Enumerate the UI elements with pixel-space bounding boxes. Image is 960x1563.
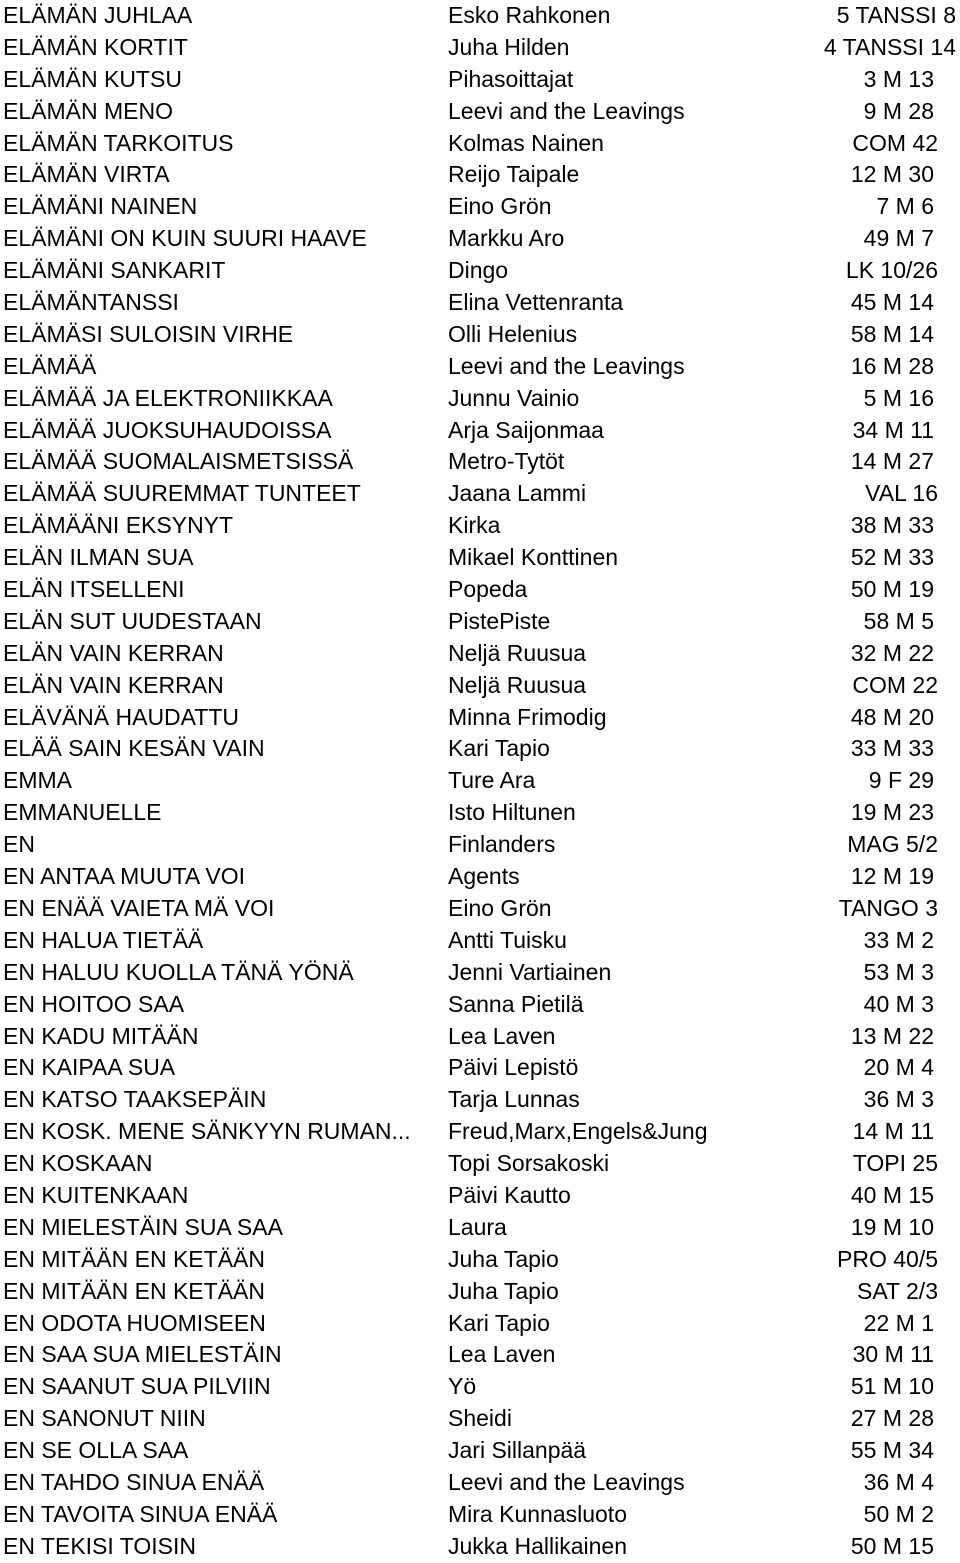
song-code: 53 M 3 [863,958,934,985]
song-title: EN ODOTA HUOMISEEN [3,1309,266,1336]
song-row [0,478,960,510]
song-code: 50 M 2 [863,1500,934,1527]
song-artist: Leevi and the Leavings [448,352,685,379]
song-artist: Päivi Lepistö [448,1054,579,1081]
song-title: ELÄN VAIN KERRAN [3,671,224,698]
song-row [0,1212,960,1244]
song-artist: Arja Saijonmaa [448,416,604,443]
song-title: ELÄMÄNI SANKARIT [3,257,226,284]
song-code: 20 M 4 [863,1054,934,1081]
song-title: ELÄMÄN KORTIT [3,33,188,60]
song-row [0,1021,960,1053]
song-artist: Laura [448,1213,507,1240]
song-artist: Olli Helenius [448,320,578,347]
song-artist: Metro-Tytöt [448,448,565,475]
song-title: ELÄMÄNTANSSI [3,289,179,316]
song-row [0,670,960,702]
song-artist: Jenni Vartiainen [448,958,612,985]
song-row [0,542,960,574]
song-code: 40 M 3 [863,990,934,1017]
song-row [0,638,960,670]
song-title: EN HALUA TIETÄÄ [3,926,204,953]
song-artist: Tarja Lunnas [448,1086,580,1113]
song-code: 58 M 5 [863,607,934,634]
song-title: ELÄMÄÄ JA ELEKTRONIIKKAA [3,384,333,411]
song-artist: Isto Hiltunen [448,799,576,826]
song-title: ELÄMÄN KUTSU [3,65,182,92]
song-code: 48 M 20 [850,703,934,730]
song-title: EN SAA SUA MIELESTÄIN [3,1341,282,1368]
song-row [0,319,960,351]
song-artist: Junnu Vainio [448,384,580,411]
song-title: EN KAIPAA SUA [3,1054,176,1081]
song-title: ELÄMÄN VIRTA [3,161,170,188]
song-code: 36 M 3 [863,1086,934,1113]
song-row [0,255,960,287]
song-row [0,159,960,191]
song-title: EN TAHDO SINUA ENÄÄ [3,1468,265,1495]
song-row [0,191,960,223]
song-artist: Lea Laven [448,1022,556,1049]
song-code: 9 M 28 [863,97,934,124]
song-row [0,223,960,255]
song-artist: Kari Tapio [448,735,550,762]
song-code: 38 M 33 [850,512,934,539]
song-title: ELÄMÄN TARKOITUS [3,129,234,156]
song-artist: Kirka [448,512,501,539]
song-title: EN TEKISI TOISIN [3,1532,197,1559]
song-row [0,574,960,606]
song-row [0,702,960,734]
song-code: SAT 2/3 [857,1277,938,1304]
song-row [0,829,960,861]
song-title: EN ANTAA MUUTA VOI [3,863,245,890]
song-code: 3 M 13 [863,65,934,92]
song-code: 52 M 33 [850,544,934,571]
song-title: ELÄMÄNI ON KUIN SUURI HAAVE [3,225,367,252]
song-code: 27 M 28 [850,1405,934,1432]
song-code: 33 M 2 [863,926,934,953]
song-row [0,96,960,128]
song-row [0,415,960,447]
song-row [0,1276,960,1308]
song-title: EN [3,831,35,858]
song-title: EN SANONUT NIIN [3,1405,206,1432]
song-artist: Dingo [448,257,509,284]
song-row [0,1371,960,1403]
song-code: 19 M 10 [850,1213,934,1240]
song-title: ELÄMÄN JUHLAA [3,2,193,28]
song-code: 51 M 10 [850,1373,934,1400]
song-artist: Leevi and the Leavings [448,97,685,124]
song-row [0,1180,960,1212]
song-code: 50 M 15 [850,1532,934,1559]
song-title: ELÄMÄÄNI EKSYNYT [3,512,234,539]
song-row [0,989,960,1021]
song-title: EN MITÄÄN EN KETÄÄN [3,1245,265,1272]
song-code: 12 M 30 [850,161,934,188]
song-code: COM 22 [852,671,938,698]
song-artist: PistePiste [448,607,551,634]
song-code: 4 TANSSI 14 [823,33,956,60]
song-code: 55 M 34 [850,1437,934,1464]
song-artist: Topi Sorsakoski [448,1150,610,1177]
song-code: 22 M 1 [863,1309,934,1336]
song-title: EMMA [3,767,72,794]
song-artist: Neljä Ruusua [448,639,587,666]
song-title: EN ENÄÄ VAIETA MÄ VOI [3,894,275,921]
song-code: TANGO 3 [838,894,938,921]
song-title: ELÄMÄÄ SUOMALAISMETSISSÄ [3,448,354,475]
song-code: 32 M 22 [850,639,934,666]
song-artist: Mikael Konttinen [448,544,619,571]
song-code: 40 M 15 [850,1181,934,1208]
song-title: ELÄÄ SAIN KESÄN VAIN [3,735,265,762]
song-code: 9 F 29 [868,767,934,794]
song-artist: Esko Rahkonen [448,2,611,28]
song-row [0,510,960,542]
song-row [0,1308,960,1340]
song-row [0,797,960,829]
song-row [0,128,960,160]
song-code: LK 10/26 [845,257,938,284]
song-row [0,957,960,989]
song-row [0,765,960,797]
song-code: 14 M 11 [852,1118,934,1145]
song-title: ELÄMÄÄ JUOKSUHAUDOISSA [3,416,332,443]
song-code: 50 M 19 [850,576,934,603]
song-code: COM 42 [852,129,938,156]
song-artist: Freud,Marx,Engels&Jung [448,1118,708,1145]
song-code: 19 M 23 [850,799,934,826]
song-code: MAG 5/2 [847,831,938,858]
song-artist: Ture Ara [448,767,536,794]
song-title: EN KATSO TAAKSEPÄIN [3,1086,267,1113]
song-title: EN HOITOO SAA [3,990,185,1017]
song-artist: Jaana Lammi [448,480,587,507]
song-artist: Jari Sillanpää [448,1437,587,1464]
song-row [0,1116,960,1148]
song-code: 12 M 19 [850,863,934,890]
song-code: 34 M 11 [852,416,934,443]
song-title: ELÄN VAIN KERRAN [3,639,224,666]
song-artist: Antti Tuisku [448,926,567,953]
song-artist: Neljä Ruusua [448,671,587,698]
song-title: EN MIELESTÄIN SUA SAA [3,1213,283,1240]
song-artist: Lea Laven [448,1341,556,1368]
song-row [0,1403,960,1435]
song-code: PRO 40/5 [837,1245,938,1272]
song-code: 58 M 14 [850,320,934,347]
song-title: EN TAVOITA SINUA ENÄÄ [3,1500,278,1527]
song-row [0,1435,960,1467]
song-title: EN KADU MITÄÄN [3,1022,199,1049]
song-row [0,1499,960,1531]
song-row [0,32,960,64]
song-code: 5 TANSSI 8 [836,2,956,28]
song-artist: Päivi Kautto [448,1181,571,1208]
song-artist: Markku Aro [448,225,565,252]
song-artist: Reijo Taipale [448,161,580,188]
song-title: EN KOSK. MENE SÄNKYYN RUMAN... [3,1118,411,1145]
song-artist: Kolmas Nainen [448,129,604,156]
song-artist: Agents [448,863,520,890]
song-code: 7 M 6 [876,193,934,220]
song-title: EN SE OLLA SAA [3,1437,189,1464]
song-code: 5 M 16 [863,384,934,411]
song-title: ELÄMÄNI NAINEN [3,193,198,220]
song-artist: Sheidi [448,1405,512,1432]
song-row [0,1052,960,1084]
song-artist: Pihasoittajat [448,65,574,92]
song-code: TOPI 25 [852,1150,938,1177]
song-title: ELÄMÄN MENO [3,97,173,124]
song-row [0,446,960,478]
song-row [0,1244,960,1276]
song-row [0,1467,960,1499]
song-title: EN HALUU KUOLLA TÄNÄ YÖNÄ [3,958,354,985]
song-row [0,287,960,319]
song-title: ELÄMÄÄ SUUREMMAT TUNTEET [3,480,361,507]
song-row [0,893,960,925]
song-artist: Juha Hilden [448,33,570,60]
song-code: 36 M 4 [863,1468,934,1495]
song-title: ELÄN ILMAN SUA [3,544,194,571]
song-title: EMMANUELLE [3,799,162,826]
song-row [0,606,960,638]
song-code: VAL 16 [865,480,938,507]
song-row [0,925,960,957]
song-title: EN MITÄÄN EN KETÄÄN [3,1277,265,1304]
song-code: 45 M 14 [850,289,934,316]
song-artist: Mira Kunnasluoto [448,1500,627,1527]
song-row [0,351,960,383]
song-row [0,383,960,415]
song-artist: Sanna Pietilä [448,990,584,1017]
song-code: 16 M 28 [850,352,934,379]
song-row [0,1339,960,1371]
song-code: 30 M 11 [852,1341,934,1368]
song-code: 49 M 7 [863,225,934,252]
song-artist: Leevi and the Leavings [448,1468,685,1495]
song-artist: Elina Vettenranta [448,289,624,316]
song-artist: Eino Grön [448,193,552,220]
song-title: ELÄVÄNÄ HAUDATTU [3,703,240,730]
song-title: ELÄMÄSI SULOISIN VIRHE [3,320,294,347]
song-row [0,733,960,765]
song-row [0,1148,960,1180]
song-artist: Eino Grön [448,894,552,921]
song-artist: Juha Tapio [448,1245,559,1272]
song-code: 33 M 33 [850,735,934,762]
song-title: ELÄN ITSELLENI [3,576,185,603]
song-title: EN KUITENKAAN [3,1181,189,1208]
song-row [0,64,960,96]
song-title: EN KOSKAAN [3,1150,153,1177]
song-row [0,1531,960,1563]
song-artist: Popeda [448,576,528,603]
song-row [0,1084,960,1116]
song-title: ELÄMÄÄ [3,352,97,379]
song-artist: Finlanders [448,831,556,858]
song-row [0,0,960,32]
song-title: ELÄN SUT UUDESTAAN [3,607,262,634]
song-code: 13 M 22 [850,1022,934,1049]
song-title: EN SAANUT SUA PILVIIN [3,1373,271,1400]
song-row [0,861,960,893]
song-artist: Kari Tapio [448,1309,550,1336]
song-artist: Juha Tapio [448,1277,559,1304]
song-artist: Minna Frimodig [448,703,607,730]
song-code: 14 M 27 [850,448,934,475]
song-artist: Jukka Hallikainen [448,1532,627,1559]
song-artist: Yö [448,1373,477,1400]
